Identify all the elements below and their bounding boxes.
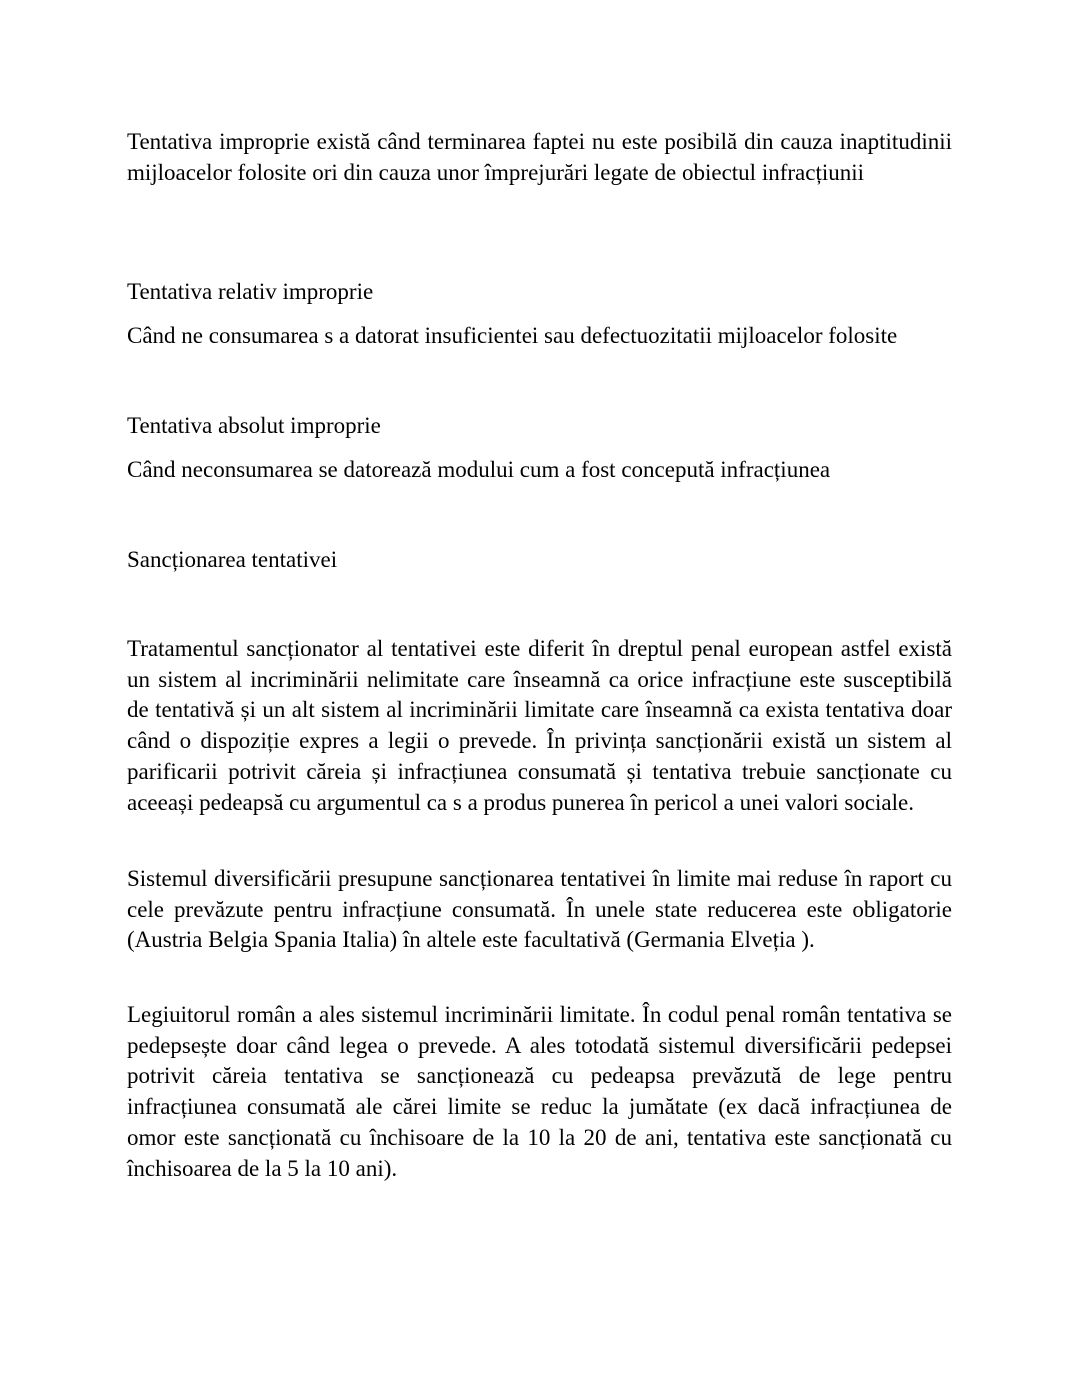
sanctionare-heading: Sancționarea tentativei	[127, 547, 338, 572]
tentativa-relativ-text: Când ne consumarea s a datorat insuficientei sau defectuozitatii mijloacelor folosite	[127, 323, 898, 348]
sanctionare-paragraph-1: Tratamentul sancționator al tentativei este diferit în dreptul penal european astfel există un sistem al incriminării nelimitate care înseamnă ca orice infracțiune este susceptibilă de tentativă și un alt sistem al incriminării limitate care înseamnă ca exista tentativa doar când o dispoziție expres a legii o prevede. În privința sancționării există un sistem al parificarii potrivit căreia și infracțiunea consumată și tentativa trebuie sancționate cu aceeași pedeapsă cu argumentul ca s a produs punerea în pericol a unei valori sociale.	[127, 636, 952, 815]
tentativa-relativ-heading: Tentativa relativ improprie	[127, 279, 374, 304]
tentativa-absolut-text: Când neconsumarea se datorează modului cum a fost concepută infracțiunea	[127, 457, 831, 482]
sanctionare-paragraph-3: Legiuitorul român a ales sistemul incriminării limitate. În codul penal român tentativa se pedepsește doar când legea o prevede. A ales totodată sistemul diversificării pedepsei potrivit căreia tentativa se sancționează cu pedeapsa prevăzută de lege pentru infracțiunea consumată ale cărei limite se reduc la jumătate (ex dacă infracțiunea de omor este sancționată cu închisoare de la 10 la 20 de ani, tentativa este sancționată cu închisoarea de la 5 la 10 ani).	[127, 1002, 952, 1181]
tentativa-improprie-definition: Tentativa improprie există când terminarea faptei nu este posibilă din cauza inaptitudinii mijloacelor folosite ori din cauza unor împrejurări legate de obiectul infracțiunii	[127, 129, 952, 185]
tentativa-absolut-heading: Tentativa absolut improprie	[127, 413, 381, 438]
sanctionare-paragraph-2: Sistemul diversificării presupune sancționarea tentativei în limite mai reduse în raport cu cele prevăzute pentru infracțiune consumată. În unele state reducerea este obligatorie (Austria Belgia Spania Italia) în altele este facultativă (Germania Elveția ).	[127, 866, 952, 953]
